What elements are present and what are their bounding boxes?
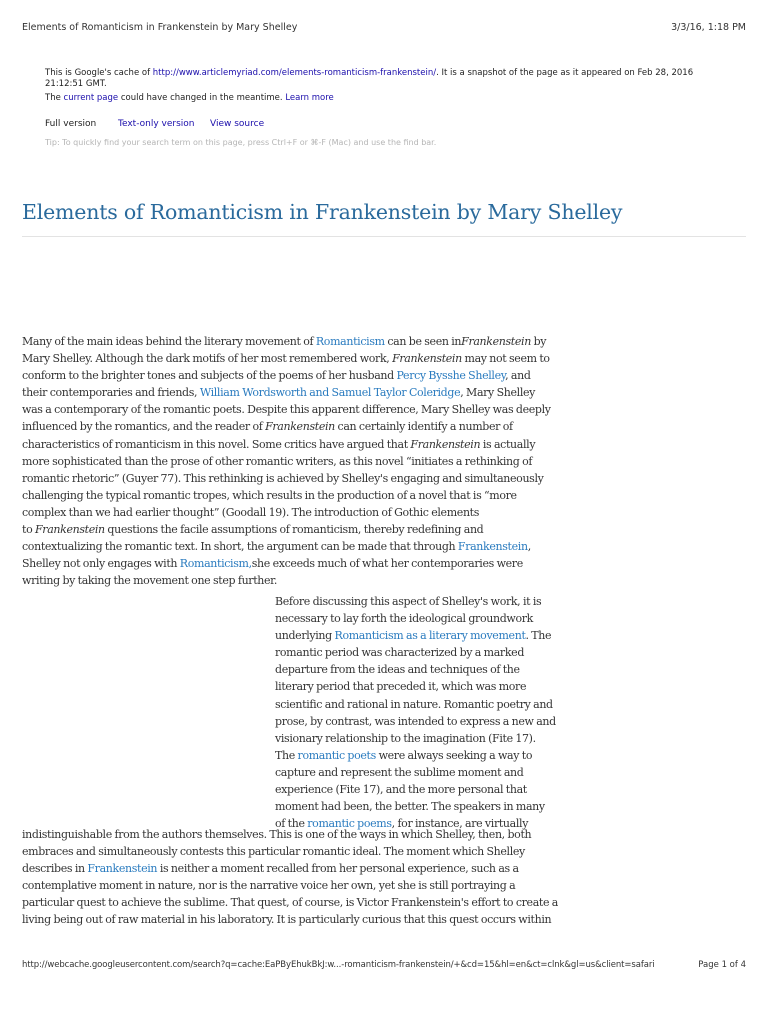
text-run: Mary Shelley. Although the dark motifs of her most remembered work, (22, 352, 393, 366)
text-line (275, 678, 545, 695)
text-line (275, 593, 545, 610)
text-line (22, 367, 542, 384)
text-run: , (527, 540, 531, 554)
text-run: capture and represent the sublime moment and (275, 765, 524, 779)
title-divider (22, 236, 746, 237)
text-line (275, 627, 552, 644)
text-run: romantic period was characterized by a marked (275, 646, 525, 660)
text-run: literary period that preceded it, which was more (275, 680, 527, 694)
text-run: is actually (480, 437, 536, 451)
cache-notice-line3 (45, 93, 715, 104)
text-line (22, 453, 542, 470)
article-paragraph-2 (275, 593, 556, 832)
text-run: Shelley not only engages with (22, 557, 180, 571)
full-version-label: Full version (45, 119, 97, 129)
text-run: writing by taking the movement one step further. (22, 574, 278, 588)
text-run: prose, by contrast, was intended to express a new and (275, 714, 556, 728)
italic-title: Frankenstein (392, 352, 462, 366)
text-run: may not seem to (461, 352, 550, 366)
inline-article-link[interactable]: Romanticism as a literary movement (334, 629, 526, 643)
inline-article-link[interactable]: Percy Bysshe Shelley (396, 369, 506, 383)
cache-notice-line3-prefix: The (45, 93, 64, 103)
text-line (275, 781, 545, 798)
inline-article-link[interactable]: romantic poems (307, 817, 392, 831)
cache-notice-line1 (45, 68, 715, 79)
google-cache-notice (45, 68, 715, 104)
text-line (22, 487, 542, 504)
text-run: can certainly identify a number of (334, 420, 513, 434)
text-run: characteristics of romanticism in this novel. Some critics have argued that (22, 437, 411, 451)
text-line (22, 572, 542, 589)
text-run: challenging the typical romantic tropes, which results in the production of a novel that is “more (22, 488, 517, 502)
text-run: describes in (22, 862, 88, 876)
text-run: of the (275, 817, 308, 831)
text-run: was a contemporary of the romantic poets. Despite this apparent difference, Mary Shelley was deeply (22, 403, 551, 417)
text-line (22, 436, 542, 453)
page-number: Page 1 of 4 (698, 960, 746, 970)
article-paragraph-1 (22, 333, 551, 589)
text-line (275, 644, 545, 661)
text-line (22, 333, 547, 350)
find-tip: Tip: To quickly find your search term on this page, press Ctrl+F or ⌘-F (Mac) and use the find bar. (45, 138, 437, 147)
text-run: their contemporaries and friends, (22, 386, 200, 400)
text-run: , and (505, 369, 531, 383)
view-source-link[interactable]: View source (210, 119, 265, 129)
text-run: . The (525, 629, 552, 643)
text-line (275, 747, 545, 764)
cache-notice-prefix: This is Google's cache of (45, 68, 153, 78)
text-line (22, 826, 547, 843)
text-run: complex than we had earlier thought” (Goodall 19). The introduction of Gothic elements (22, 505, 480, 519)
text-line (275, 713, 556, 730)
text-run: moment had been, the better. The speakers in many (275, 800, 545, 814)
text-line (275, 696, 553, 713)
text-run: contextualizing the romantic text. In short, the argument can be made that through (22, 540, 458, 554)
text-line (22, 384, 542, 401)
text-line (22, 504, 542, 521)
print-footer (22, 960, 746, 974)
text-line (22, 350, 550, 367)
print-header (22, 22, 746, 36)
text-line (275, 610, 545, 627)
cache-notice-time: 21:12:51 GMT. (45, 79, 107, 89)
italic-title: Frankenstein (410, 437, 481, 451)
inline-article-link[interactable]: Frankenstein (457, 540, 528, 554)
text-run: underlying (275, 629, 335, 643)
inline-article-link[interactable]: Frankenstein (87, 862, 158, 876)
cached-url-link[interactable]: http://www.articlemyriad.com/elements-romanticism-frankenstein/ (152, 68, 437, 78)
cache-notice-suffix: . It is a snapshot of the page as it appeared on Feb 28, 2016 (436, 68, 694, 78)
text-run: were always seeking a way to (375, 748, 533, 762)
print-header-title: Elements of Romanticism in Frankenstein by Mary Shelley (22, 22, 298, 33)
text-run: experience (Fite 17), and the more personal that (275, 783, 527, 797)
learn-more-link[interactable]: Learn more (285, 93, 334, 103)
inline-article-link[interactable]: Romanticism (315, 335, 385, 348)
text-line (22, 538, 542, 555)
text-run: particular quest to achieve the sublime. That quest, of course, is Victor Frankenstein's effort to create a (22, 896, 559, 910)
text-line (275, 764, 545, 781)
text-line (275, 730, 545, 747)
cache-notice-line3-middle: could have changed in the meantime. (118, 93, 286, 103)
current-page-link[interactable]: current page (63, 93, 119, 103)
text-run: Many of the main ideas behind the literary movement of (22, 335, 316, 348)
text-run: , Mary Shelley (460, 386, 536, 400)
text-line (22, 401, 551, 418)
text-run: contemplative moment in nature, nor is the narrative voice her own, yet she is still portraying a (22, 879, 516, 893)
article-paragraph-3 (22, 826, 559, 929)
text-line (22, 555, 542, 572)
text-run: necessary to lay forth the ideological groundwork (275, 612, 533, 626)
text-run: conform to the brighter tones and subjects of the poems of her husband (22, 369, 397, 383)
text-run: she exceeds much of what her contemporaries were (251, 557, 523, 571)
text-line (22, 860, 547, 877)
text-line (275, 661, 545, 678)
text-run: is neither a moment recalled from her personal experience, such as a (157, 862, 519, 876)
text-line (275, 798, 545, 815)
text-run: scientific and rational in nature. Romantic poetry and (275, 697, 553, 711)
text-line (22, 418, 542, 435)
text-run: questions the facile assumptions of romanticism, thereby redefining and (104, 523, 484, 537)
text-line (22, 470, 542, 487)
text-line (22, 843, 547, 860)
text-run: indistinguishable from the authors themselves. This is one of the ways in which Shelley, then, both (22, 828, 532, 841)
article-title: Elements of Romanticism in Frankenstein by Mary Shelley (22, 200, 623, 224)
text-run: romantic rhetoric” (Guyer 77). This rethinking is achieved by Shelley's engaging and simultaneously (22, 471, 544, 485)
print-footer-url: http://webcache.googleusercontent.com/search?q=cache:EaPByEhukBkJ:w...-romanticism-frankenstein/+&cd=15&hl=en&ct=clnk&gl=us&client=safari (22, 960, 655, 970)
text-run: Before discussing this aspect of Shelley's work, it is (275, 595, 542, 608)
text-line (22, 894, 559, 911)
text-run: living being out of raw material in his laboratory. It is particularly curious that this quest occurs within (22, 913, 552, 927)
italic-title: Frankenstein (35, 523, 105, 537)
text-line (22, 911, 552, 928)
text-run: embraces and simultaneously contests this particular romantic ideal. The moment which Shelley (22, 845, 525, 859)
text-run: visionary relationship to the imagination (Fite 17). (275, 731, 536, 745)
text-run: influenced by the romantics, and the reader of (22, 420, 266, 434)
inline-article-link[interactable]: Romanticism, (179, 557, 252, 571)
inline-article-link[interactable]: William Wordsworth and Samuel Taylor Coleridge (199, 386, 461, 400)
inline-article-link[interactable]: romantic poets (297, 748, 376, 762)
text-run: , for instance, are virtually (391, 817, 529, 831)
text-run: more sophisticated than the prose of other romantic writers, as this novel “initiates a rethinking of (22, 454, 533, 468)
text-only-version-link[interactable]: Text-only version (118, 119, 195, 129)
text-run: departure from the ideas and techniques of the (275, 663, 520, 677)
text-run: can be seen in (384, 335, 462, 348)
text-line (22, 877, 547, 894)
italic-title: Frankenstein (265, 420, 335, 434)
text-run: The (275, 748, 298, 762)
italic-title: Frankenstein (461, 335, 531, 348)
text-line (22, 521, 542, 538)
print-header-datetime: 3/3/16, 1:18 PM (671, 22, 746, 33)
text-run: to (22, 523, 35, 537)
text-run: by (530, 335, 547, 348)
